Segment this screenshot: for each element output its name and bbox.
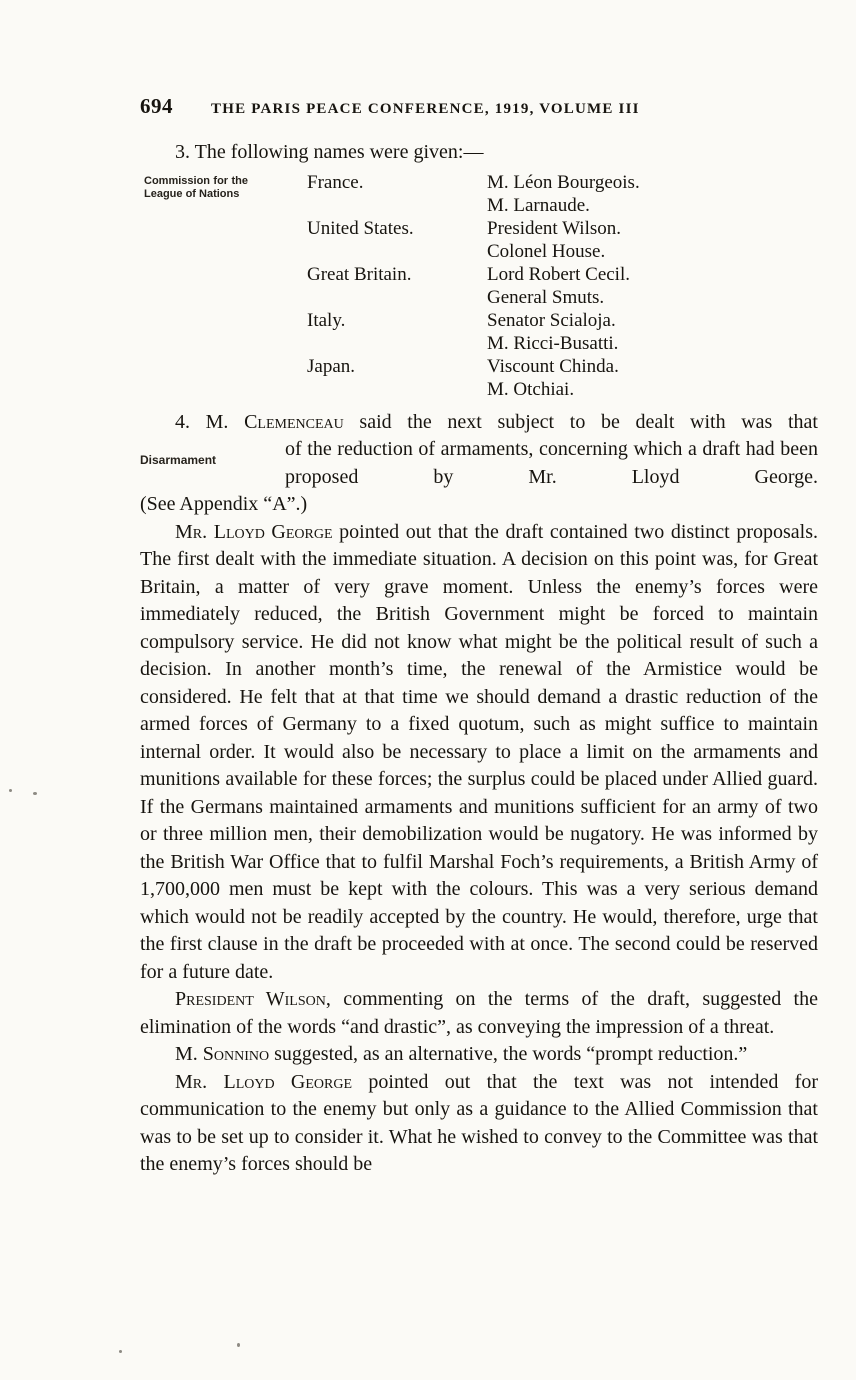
speaker-name: Mr. Lloyd George (175, 1070, 353, 1093)
speech-text: pointed out that the text was not intended for communication to the enemy but only as a guidance to the Allied Commission that was to be set up to consider it. What he wished to convey to the Committee was that the enemy’s forces should be (140, 1070, 818, 1175)
country-cell: France. (307, 171, 364, 193)
delegate-cell: General Smuts. (487, 286, 605, 308)
paragraph-sonnino (140, 1041, 818, 1069)
country-cell: Japan. (307, 355, 356, 377)
delegate-cell: President Wilson. (487, 217, 621, 239)
table-row (307, 332, 818, 355)
country-cell (307, 332, 487, 355)
country-cell (307, 194, 487, 217)
table-row (307, 378, 818, 401)
country-cell (307, 286, 487, 309)
speaker-name: M. Sonnino (175, 1043, 270, 1065)
table-row (307, 286, 818, 309)
speech-text: suggested, as an alternative, the words “prompt reduction.” (269, 1043, 748, 1065)
text-run: said the next subject to be dealt with was that (343, 410, 818, 433)
country-cell (307, 240, 487, 263)
delegate-cell: Colonel House. (487, 240, 606, 262)
country-cell: United States. (307, 217, 414, 239)
country-cell (307, 378, 487, 401)
names-intro: 3. The following names were given:— (175, 141, 484, 163)
margin-note-commission: Commission for the League of Nations (144, 174, 248, 200)
speaker-name: Mr. Lloyd George (175, 520, 333, 543)
delegate-cell: M. Larnaude. (487, 194, 590, 216)
delegate-cell: Lord Robert Cecil. (487, 263, 630, 285)
table-row (307, 263, 818, 286)
country-cell: Italy. (307, 309, 346, 331)
delegate-cell: M. Ricci-Busatti. (487, 332, 619, 354)
speech-text: pointed out that the draft contained two distinct proposals. The first dealt with the immediate situation. A decision on this point was, for Great Britain, a matter of very grave moment. Unless the enemy’s forces were immediately reduced, the British Government might be forced to maintain compulsory service. He did not know what might be the political result of such a decision. In another month’s time, the renewal of the Armistice would be considered. He felt that at that time we should demand a drastic reduction of the armed forces of Germany to a fixed quotum, such as might suffice to maintain internal order. It would also be necessary to place a limit on the armaments and munitions available for these forces; the surplus could be placed under Allied guard. If the Germans maintained armaments and munitions sufficient for an army of two or three million men, their demobilization would be nugatory. He was informed by the British War Office that to fulfil Marshal Foch’s requirements, a British Army of 1,700,000 men must be kept with the colours. This was a very serious demand which would not be readily accepted by the country. He would, therefore, urge that the first clause in the draft be proceeded with at once. The second could be reserved for a future date. (140, 520, 819, 983)
scan-speck (9, 789, 12, 792)
margin-row (140, 436, 818, 491)
delegate-cell: M. Otchiai. (487, 378, 575, 400)
table-row (307, 171, 818, 194)
delegate-cell: M. Léon Bourgeois. (487, 171, 640, 193)
running-header (140, 94, 818, 119)
page-number: 694 (140, 94, 173, 118)
delegate-cell: Viscount Chinda. (487, 355, 619, 377)
scan-speck (33, 792, 37, 795)
table-row (307, 240, 818, 263)
speaker-name: Clemenceau (244, 410, 344, 433)
speech-text: , commenting on the terms of the draft, suggested the elimination of the words “and drastic”, as conveying the impression of a threat. (140, 988, 818, 1038)
scan-speck (119, 1350, 122, 1353)
margin-note-disarmament: Disarmament (140, 453, 217, 467)
delegates-block (140, 171, 818, 401)
running-title: THE PARIS PEACE CONFERENCE, 1919, VOLUME III (211, 101, 640, 117)
table-row (307, 309, 818, 332)
delegate-table (307, 171, 818, 401)
text-run: 4. M. (175, 410, 245, 433)
country-cell: Great Britain. (307, 263, 412, 285)
speaker-name: President Wilson (175, 988, 326, 1010)
paragraph-lloyd-george (140, 519, 818, 987)
appendix-reference: (See Appendix “A”.) (140, 493, 308, 515)
delegate-cell: Senator Scialoja. (487, 309, 616, 331)
paragraph-line (140, 409, 818, 437)
paragraph-clemenceau (140, 409, 818, 519)
paragraph-wrapped: of the reduction of armaments, concerning which a draft had been proposed by Mr. Lloyd George. (285, 438, 818, 488)
table-row (307, 355, 818, 378)
scan-speck (237, 1343, 240, 1347)
table-row (307, 217, 818, 240)
paragraph-lloyd-george-2 (140, 1069, 818, 1179)
table-row (307, 194, 818, 217)
paragraph-wilson (140, 986, 818, 1041)
